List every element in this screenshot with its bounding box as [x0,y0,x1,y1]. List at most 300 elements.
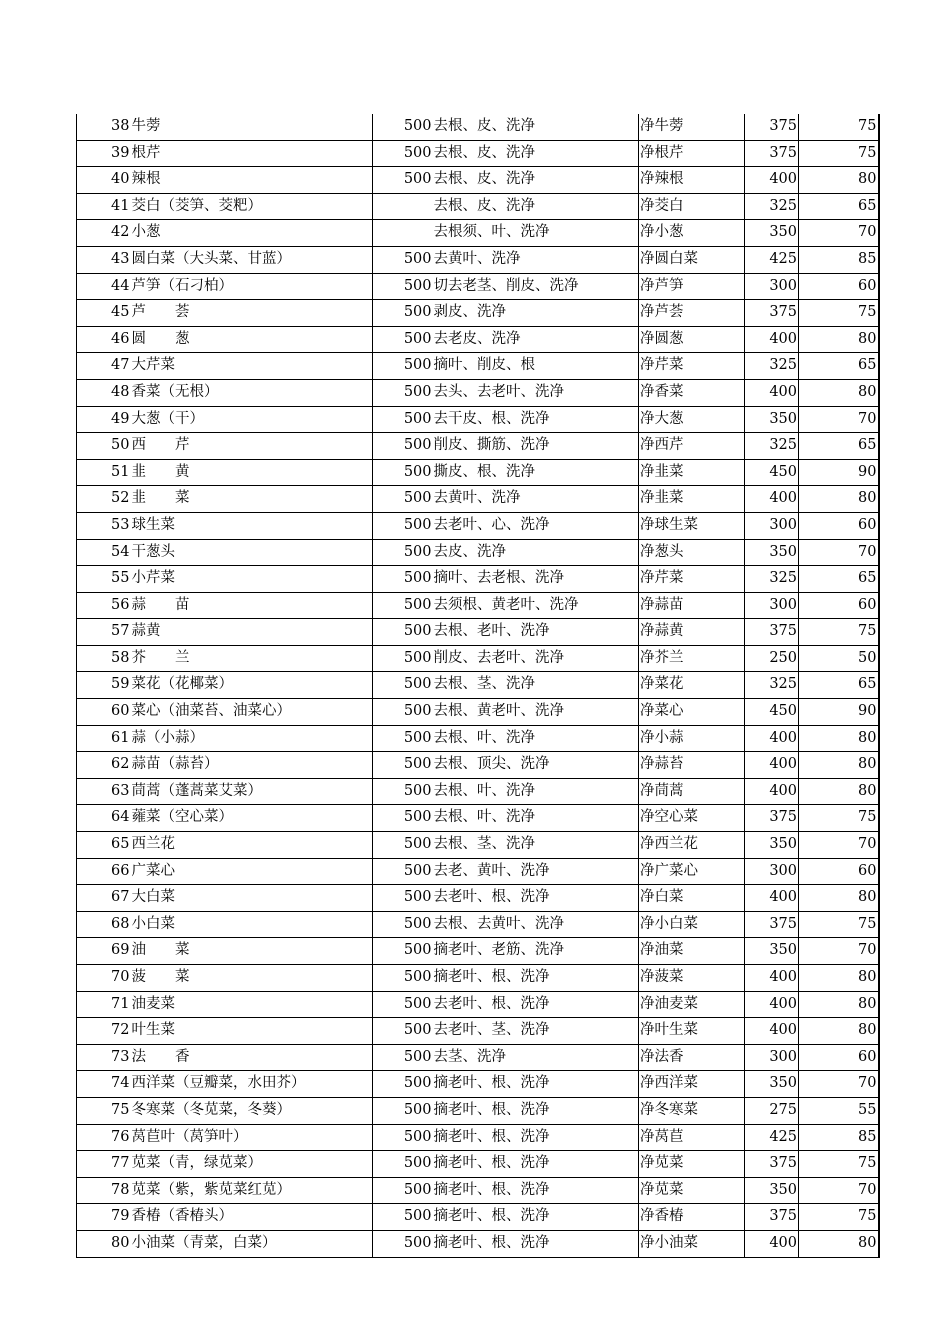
table-row [77,805,879,832]
row-number-cell: 74 [77,1071,131,1098]
raw-weight-cell: 500 [373,911,433,938]
vegetable-name-cell: 球生菜 [131,512,373,539]
raw-weight-cell: 500 [373,965,433,992]
yield-rate-cell: 80 [799,991,879,1018]
net-weight-cell: 400 [745,752,799,779]
cleaned-product-cell: 净香菜 [639,379,745,406]
yield-rate-cell: 75 [799,140,879,167]
yield-rate-cell: 80 [799,752,879,779]
vegetable-name-cell: 菜花（花椰菜） [131,672,373,699]
net-weight-cell: 375 [745,619,799,646]
net-weight-cell: 325 [745,566,799,593]
cleaned-product-cell: 净蒜黄 [639,619,745,646]
row-number-cell: 68 [77,911,131,938]
cleaned-product-cell: 净小白菜 [639,911,745,938]
net-weight-cell: 325 [745,672,799,699]
vegetable-yield-table [76,114,880,1258]
net-weight-cell: 350 [745,832,799,859]
processing-method-cell: 去根、叶、洗净 [433,805,639,832]
net-weight-cell: 300 [745,512,799,539]
row-number-cell: 50 [77,433,131,460]
vegetable-name-cell: 圆 葱 [131,326,373,353]
processing-method-cell: 摘老叶、老筋、洗净 [433,938,639,965]
raw-weight-cell: 500 [373,167,433,194]
table-row [77,140,879,167]
table-body [77,114,879,1257]
processing-method-cell: 去根、茎、洗净 [433,672,639,699]
processing-method-cell: 去根、去黄叶、洗净 [433,911,639,938]
row-number-cell: 46 [77,326,131,353]
processing-method-cell: 摘叶、削皮、根 [433,353,639,380]
processing-method-cell: 去根、叶、洗净 [433,725,639,752]
cleaned-product-cell: 净芹菜 [639,566,745,593]
vegetable-name-cell: 茼蒿（蓬蒿菜艾菜） [131,778,373,805]
raw-weight-cell: 500 [373,699,433,726]
yield-rate-cell: 70 [799,1071,879,1098]
cleaned-product-cell: 净法香 [639,1044,745,1071]
net-weight-cell: 400 [745,778,799,805]
yield-rate-cell: 65 [799,566,879,593]
vegetable-name-cell: 辣根 [131,167,373,194]
row-number-cell: 72 [77,1018,131,1045]
cleaned-product-cell: 净空心菜 [639,805,745,832]
net-weight-cell: 375 [745,300,799,327]
processing-method-cell: 撕皮、根、洗净 [433,459,639,486]
table-row [77,885,879,912]
cleaned-product-cell: 净芥兰 [639,645,745,672]
net-weight-cell: 325 [745,353,799,380]
net-weight-cell: 400 [745,1018,799,1045]
yield-rate-cell: 75 [799,300,879,327]
table-row [77,619,879,646]
raw-weight-cell: 500 [373,459,433,486]
row-number-cell: 54 [77,539,131,566]
cleaned-product-cell: 净西芹 [639,433,745,460]
processing-method-cell: 去茎、洗净 [433,1044,639,1071]
table-row [77,406,879,433]
table-row [77,379,879,406]
vegetable-name-cell: 蒜 苗 [131,592,373,619]
vegetable-name-cell: 苋菜（青，绿苋菜） [131,1151,373,1178]
vegetable-name-cell: 油 菜 [131,938,373,965]
raw-weight-cell: 500 [373,1018,433,1045]
row-number-cell: 52 [77,486,131,513]
yield-rate-cell: 65 [799,672,879,699]
yield-rate-cell: 80 [799,486,879,513]
table-row [77,353,879,380]
row-number-cell: 61 [77,725,131,752]
cleaned-product-cell: 净圆葱 [639,326,745,353]
cleaned-product-cell: 净球生菜 [639,512,745,539]
raw-weight-cell: 500 [373,406,433,433]
table-row [77,1097,879,1124]
raw-weight-cell: 500 [373,140,433,167]
vegetable-name-cell: 大芹菜 [131,353,373,380]
row-number-cell: 64 [77,805,131,832]
row-number-cell: 55 [77,566,131,593]
vegetable-name-cell: 根芹 [131,140,373,167]
table-row [77,114,879,140]
table-row [77,193,879,220]
raw-weight-cell: 500 [373,512,433,539]
raw-weight-cell: 500 [373,778,433,805]
yield-rate-cell: 90 [799,459,879,486]
cleaned-product-cell: 净辣根 [639,167,745,194]
raw-weight-cell: 500 [373,858,433,885]
table-row [77,911,879,938]
yield-rate-cell: 80 [799,778,879,805]
processing-method-cell: 去根、皮、洗净 [433,114,639,140]
processing-method-cell: 去老叶、茎、洗净 [433,1018,639,1045]
row-number-cell: 71 [77,991,131,1018]
table-row [77,326,879,353]
row-number-cell: 40 [77,167,131,194]
processing-method-cell: 去老叶、根、洗净 [433,885,639,912]
raw-weight-cell: 500 [373,1044,433,1071]
vegetable-name-cell: 茭白（茭笋、茭粑） [131,193,373,220]
table-row [77,459,879,486]
table-row [77,778,879,805]
yield-rate-cell: 75 [799,114,879,140]
raw-weight-cell: 500 [373,672,433,699]
processing-method-cell: 去根、皮、洗净 [433,140,639,167]
vegetable-name-cell: 蕹菜（空心菜） [131,805,373,832]
raw-weight-cell: 500 [373,645,433,672]
yield-rate-cell: 75 [799,805,879,832]
vegetable-name-cell: 小油菜（青菜，白菜） [131,1230,373,1257]
vegetable-name-cell: 小芹菜 [131,566,373,593]
cleaned-product-cell: 净茭白 [639,193,745,220]
raw-weight-cell: 500 [373,1177,433,1204]
row-number-cell: 51 [77,459,131,486]
row-number-cell: 73 [77,1044,131,1071]
row-number-cell: 59 [77,672,131,699]
processing-method-cell: 摘老叶、根、洗净 [433,1124,639,1151]
processing-method-cell: 去黄叶、洗净 [433,486,639,513]
raw-weight-cell: 500 [373,114,433,140]
table-row [77,246,879,273]
raw-weight-cell: 500 [373,592,433,619]
processing-method-cell: 去老叶、根、洗净 [433,991,639,1018]
yield-rate-cell: 70 [799,406,879,433]
vegetable-name-cell: 冬寒菜（冬苋菜，冬葵） [131,1097,373,1124]
row-number-cell: 65 [77,832,131,859]
raw-weight-cell [373,220,433,247]
raw-weight-cell: 500 [373,1204,433,1231]
table-row [77,1204,879,1231]
net-weight-cell: 400 [745,1230,799,1257]
raw-weight-cell: 500 [373,619,433,646]
processing-method-cell: 削皮、去老叶、洗净 [433,645,639,672]
vegetable-name-cell: 牛蒡 [131,114,373,140]
cleaned-product-cell: 净芦笋 [639,273,745,300]
raw-weight-cell: 500 [373,805,433,832]
table-row [77,965,879,992]
table-row [77,938,879,965]
yield-rate-cell: 75 [799,1151,879,1178]
raw-weight-cell: 500 [373,885,433,912]
vegetable-name-cell: 油麦菜 [131,991,373,1018]
table-row [77,1177,879,1204]
cleaned-product-cell: 净西兰花 [639,832,745,859]
row-number-cell: 63 [77,778,131,805]
yield-rate-cell: 65 [799,353,879,380]
cleaned-product-cell: 净冬寒菜 [639,1097,745,1124]
yield-rate-cell: 60 [799,512,879,539]
processing-method-cell: 去黄叶、洗净 [433,246,639,273]
vegetable-name-cell: 芦笋（石刁柏） [131,273,373,300]
yield-rate-cell: 70 [799,938,879,965]
net-weight-cell: 400 [745,379,799,406]
table-row [77,220,879,247]
raw-weight-cell: 500 [373,379,433,406]
row-number-cell: 56 [77,592,131,619]
cleaned-product-cell: 净小蒜 [639,725,745,752]
raw-weight-cell: 500 [373,1230,433,1257]
processing-method-cell: 摘老叶、根、洗净 [433,1151,639,1178]
processing-method-cell: 剥皮、洗净 [433,300,639,327]
row-number-cell: 78 [77,1177,131,1204]
table-row [77,592,879,619]
row-number-cell: 80 [77,1230,131,1257]
processing-method-cell: 去根、老叶、洗净 [433,619,639,646]
cleaned-product-cell: 净苋菜 [639,1151,745,1178]
processing-method-cell: 摘老叶、根、洗净 [433,965,639,992]
processing-method-cell: 去根须、叶、洗净 [433,220,639,247]
cleaned-product-cell: 净油菜 [639,938,745,965]
net-weight-cell: 400 [745,326,799,353]
vegetable-name-cell: 干葱头 [131,539,373,566]
yield-rate-cell: 60 [799,1044,879,1071]
table-row [77,167,879,194]
table-row [77,1044,879,1071]
net-weight-cell: 425 [745,246,799,273]
net-weight-cell: 325 [745,193,799,220]
row-number-cell: 49 [77,406,131,433]
cleaned-product-cell: 净苋菜 [639,1177,745,1204]
row-number-cell: 48 [77,379,131,406]
vegetable-name-cell: 圆白菜（大头菜、甘蓝） [131,246,373,273]
cleaned-product-cell: 净叶生菜 [639,1018,745,1045]
row-number-cell: 38 [77,114,131,140]
processing-method-cell: 去头、去老叶、洗净 [433,379,639,406]
raw-weight-cell: 500 [373,246,433,273]
yield-rate-cell: 60 [799,858,879,885]
processing-method-cell: 摘老叶、根、洗净 [433,1177,639,1204]
row-number-cell: 60 [77,699,131,726]
yield-rate-cell: 60 [799,592,879,619]
net-weight-cell: 350 [745,1177,799,1204]
row-number-cell: 43 [77,246,131,273]
processing-method-cell: 去根、茎、洗净 [433,832,639,859]
row-number-cell: 66 [77,858,131,885]
raw-weight-cell: 500 [373,353,433,380]
processing-method-cell: 去须根、黄老叶、洗净 [433,592,639,619]
processing-method-cell: 摘叶、去老根、洗净 [433,566,639,593]
table-row [77,699,879,726]
processing-method-cell: 去根、皮、洗净 [433,193,639,220]
net-weight-cell: 375 [745,114,799,140]
table-row [77,672,879,699]
net-weight-cell: 350 [745,938,799,965]
cleaned-product-cell: 净蒜苗 [639,592,745,619]
raw-weight-cell: 500 [373,1151,433,1178]
table-row [77,273,879,300]
processing-method-cell: 去根、皮、洗净 [433,167,639,194]
raw-weight-cell: 500 [373,566,433,593]
table-row [77,1151,879,1178]
yield-rate-cell: 80 [799,965,879,992]
cleaned-product-cell: 净蒜苔 [639,752,745,779]
net-weight-cell: 375 [745,805,799,832]
processing-method-cell: 去根、叶、洗净 [433,778,639,805]
processing-method-cell: 摘老叶、根、洗净 [433,1230,639,1257]
net-weight-cell: 350 [745,406,799,433]
row-number-cell: 77 [77,1151,131,1178]
cleaned-product-cell: 净油麦菜 [639,991,745,1018]
vegetable-name-cell: 大葱（干） [131,406,373,433]
table-row [77,486,879,513]
row-number-cell: 41 [77,193,131,220]
vegetable-name-cell: 芥 兰 [131,645,373,672]
cleaned-product-cell: 净圆白菜 [639,246,745,273]
yield-rate-cell: 60 [799,273,879,300]
processing-method-cell: 去老皮、洗净 [433,326,639,353]
table-row [77,1071,879,1098]
yield-rate-cell: 75 [799,619,879,646]
raw-weight-cell: 500 [373,991,433,1018]
net-weight-cell: 300 [745,592,799,619]
cleaned-product-cell: 净葱头 [639,539,745,566]
processing-method-cell: 去老叶、心、洗净 [433,512,639,539]
row-number-cell: 76 [77,1124,131,1151]
cleaned-product-cell: 净茼蒿 [639,778,745,805]
processing-method-cell: 去干皮、根、洗净 [433,406,639,433]
net-weight-cell: 350 [745,539,799,566]
net-weight-cell: 400 [745,486,799,513]
yield-rate-cell: 80 [799,725,879,752]
vegetable-name-cell: 苋菜（紫，紫苋菜红苋） [131,1177,373,1204]
raw-weight-cell: 500 [373,300,433,327]
row-number-cell: 42 [77,220,131,247]
raw-weight-cell: 500 [373,725,433,752]
net-weight-cell: 375 [745,1204,799,1231]
cleaned-product-cell: 净韭菜 [639,459,745,486]
cleaned-product-cell: 净韭菜 [639,486,745,513]
yield-rate-cell: 90 [799,699,879,726]
cleaned-product-cell: 净芦荟 [639,300,745,327]
raw-weight-cell: 500 [373,938,433,965]
table-row [77,645,879,672]
vegetable-name-cell: 西 芹 [131,433,373,460]
net-weight-cell: 250 [745,645,799,672]
cleaned-product-cell: 净牛蒡 [639,114,745,140]
raw-weight-cell: 500 [373,752,433,779]
net-weight-cell: 350 [745,220,799,247]
net-weight-cell: 325 [745,433,799,460]
raw-weight-cell [373,193,433,220]
vegetable-name-cell: 法 香 [131,1044,373,1071]
cleaned-product-cell: 净小葱 [639,220,745,247]
raw-weight-cell: 500 [373,1097,433,1124]
yield-rate-cell: 75 [799,1204,879,1231]
net-weight-cell: 450 [745,459,799,486]
net-weight-cell: 375 [745,1151,799,1178]
row-number-cell: 79 [77,1204,131,1231]
table-row [77,300,879,327]
yield-rate-cell: 50 [799,645,879,672]
cleaned-product-cell: 净西洋菜 [639,1071,745,1098]
net-weight-cell: 350 [745,1071,799,1098]
processing-method-cell: 去根、顶尖、洗净 [433,752,639,779]
cleaned-product-cell: 净菠菜 [639,965,745,992]
net-weight-cell: 425 [745,1124,799,1151]
cleaned-product-cell: 净菜花 [639,672,745,699]
net-weight-cell: 400 [745,965,799,992]
yield-rate-cell: 80 [799,167,879,194]
net-weight-cell: 375 [745,911,799,938]
vegetable-name-cell: 小葱 [131,220,373,247]
vegetable-name-cell: 芦 荟 [131,300,373,327]
table-row [77,1124,879,1151]
net-weight-cell: 450 [745,699,799,726]
cleaned-product-cell: 净菜心 [639,699,745,726]
cleaned-product-cell: 净芹菜 [639,353,745,380]
processing-method-cell: 去皮、洗净 [433,539,639,566]
row-number-cell: 75 [77,1097,131,1124]
cleaned-product-cell: 净大葱 [639,406,745,433]
raw-weight-cell: 500 [373,273,433,300]
raw-weight-cell: 500 [373,539,433,566]
cleaned-product-cell: 净白菜 [639,885,745,912]
processing-method-cell: 摘老叶、根、洗净 [433,1071,639,1098]
vegetable-name-cell: 菜心（油菜苔、油菜心） [131,699,373,726]
vegetable-name-cell: 西洋菜（豆瓣菜，水田芥） [131,1071,373,1098]
cleaned-product-cell: 净莴苣 [639,1124,745,1151]
net-weight-cell: 375 [745,140,799,167]
yield-rate-cell: 85 [799,246,879,273]
processing-method-cell: 摘老叶、根、洗净 [433,1204,639,1231]
vegetable-name-cell: 蒜黄 [131,619,373,646]
row-number-cell: 57 [77,619,131,646]
raw-weight-cell: 500 [373,486,433,513]
yield-rate-cell: 55 [799,1097,879,1124]
yield-rate-cell: 80 [799,1230,879,1257]
processing-method-cell: 削皮、撕筋、洗净 [433,433,639,460]
row-number-cell: 67 [77,885,131,912]
raw-weight-cell: 500 [373,1071,433,1098]
table-row [77,1018,879,1045]
row-number-cell: 53 [77,512,131,539]
row-number-cell: 62 [77,752,131,779]
net-weight-cell: 275 [745,1097,799,1124]
table-row [77,566,879,593]
yield-rate-cell: 65 [799,433,879,460]
table-row [77,512,879,539]
yield-rate-cell: 80 [799,1018,879,1045]
yield-rate-cell: 80 [799,326,879,353]
yield-rate-cell: 70 [799,220,879,247]
cleaned-product-cell: 净广菜心 [639,858,745,885]
yield-rate-cell: 70 [799,539,879,566]
net-weight-cell: 400 [745,885,799,912]
cleaned-product-cell: 净香椿 [639,1204,745,1231]
table-row [77,752,879,779]
vegetable-name-cell: 广菜心 [131,858,373,885]
raw-weight-cell: 500 [373,326,433,353]
vegetable-name-cell: 叶生菜 [131,1018,373,1045]
table-row [77,539,879,566]
